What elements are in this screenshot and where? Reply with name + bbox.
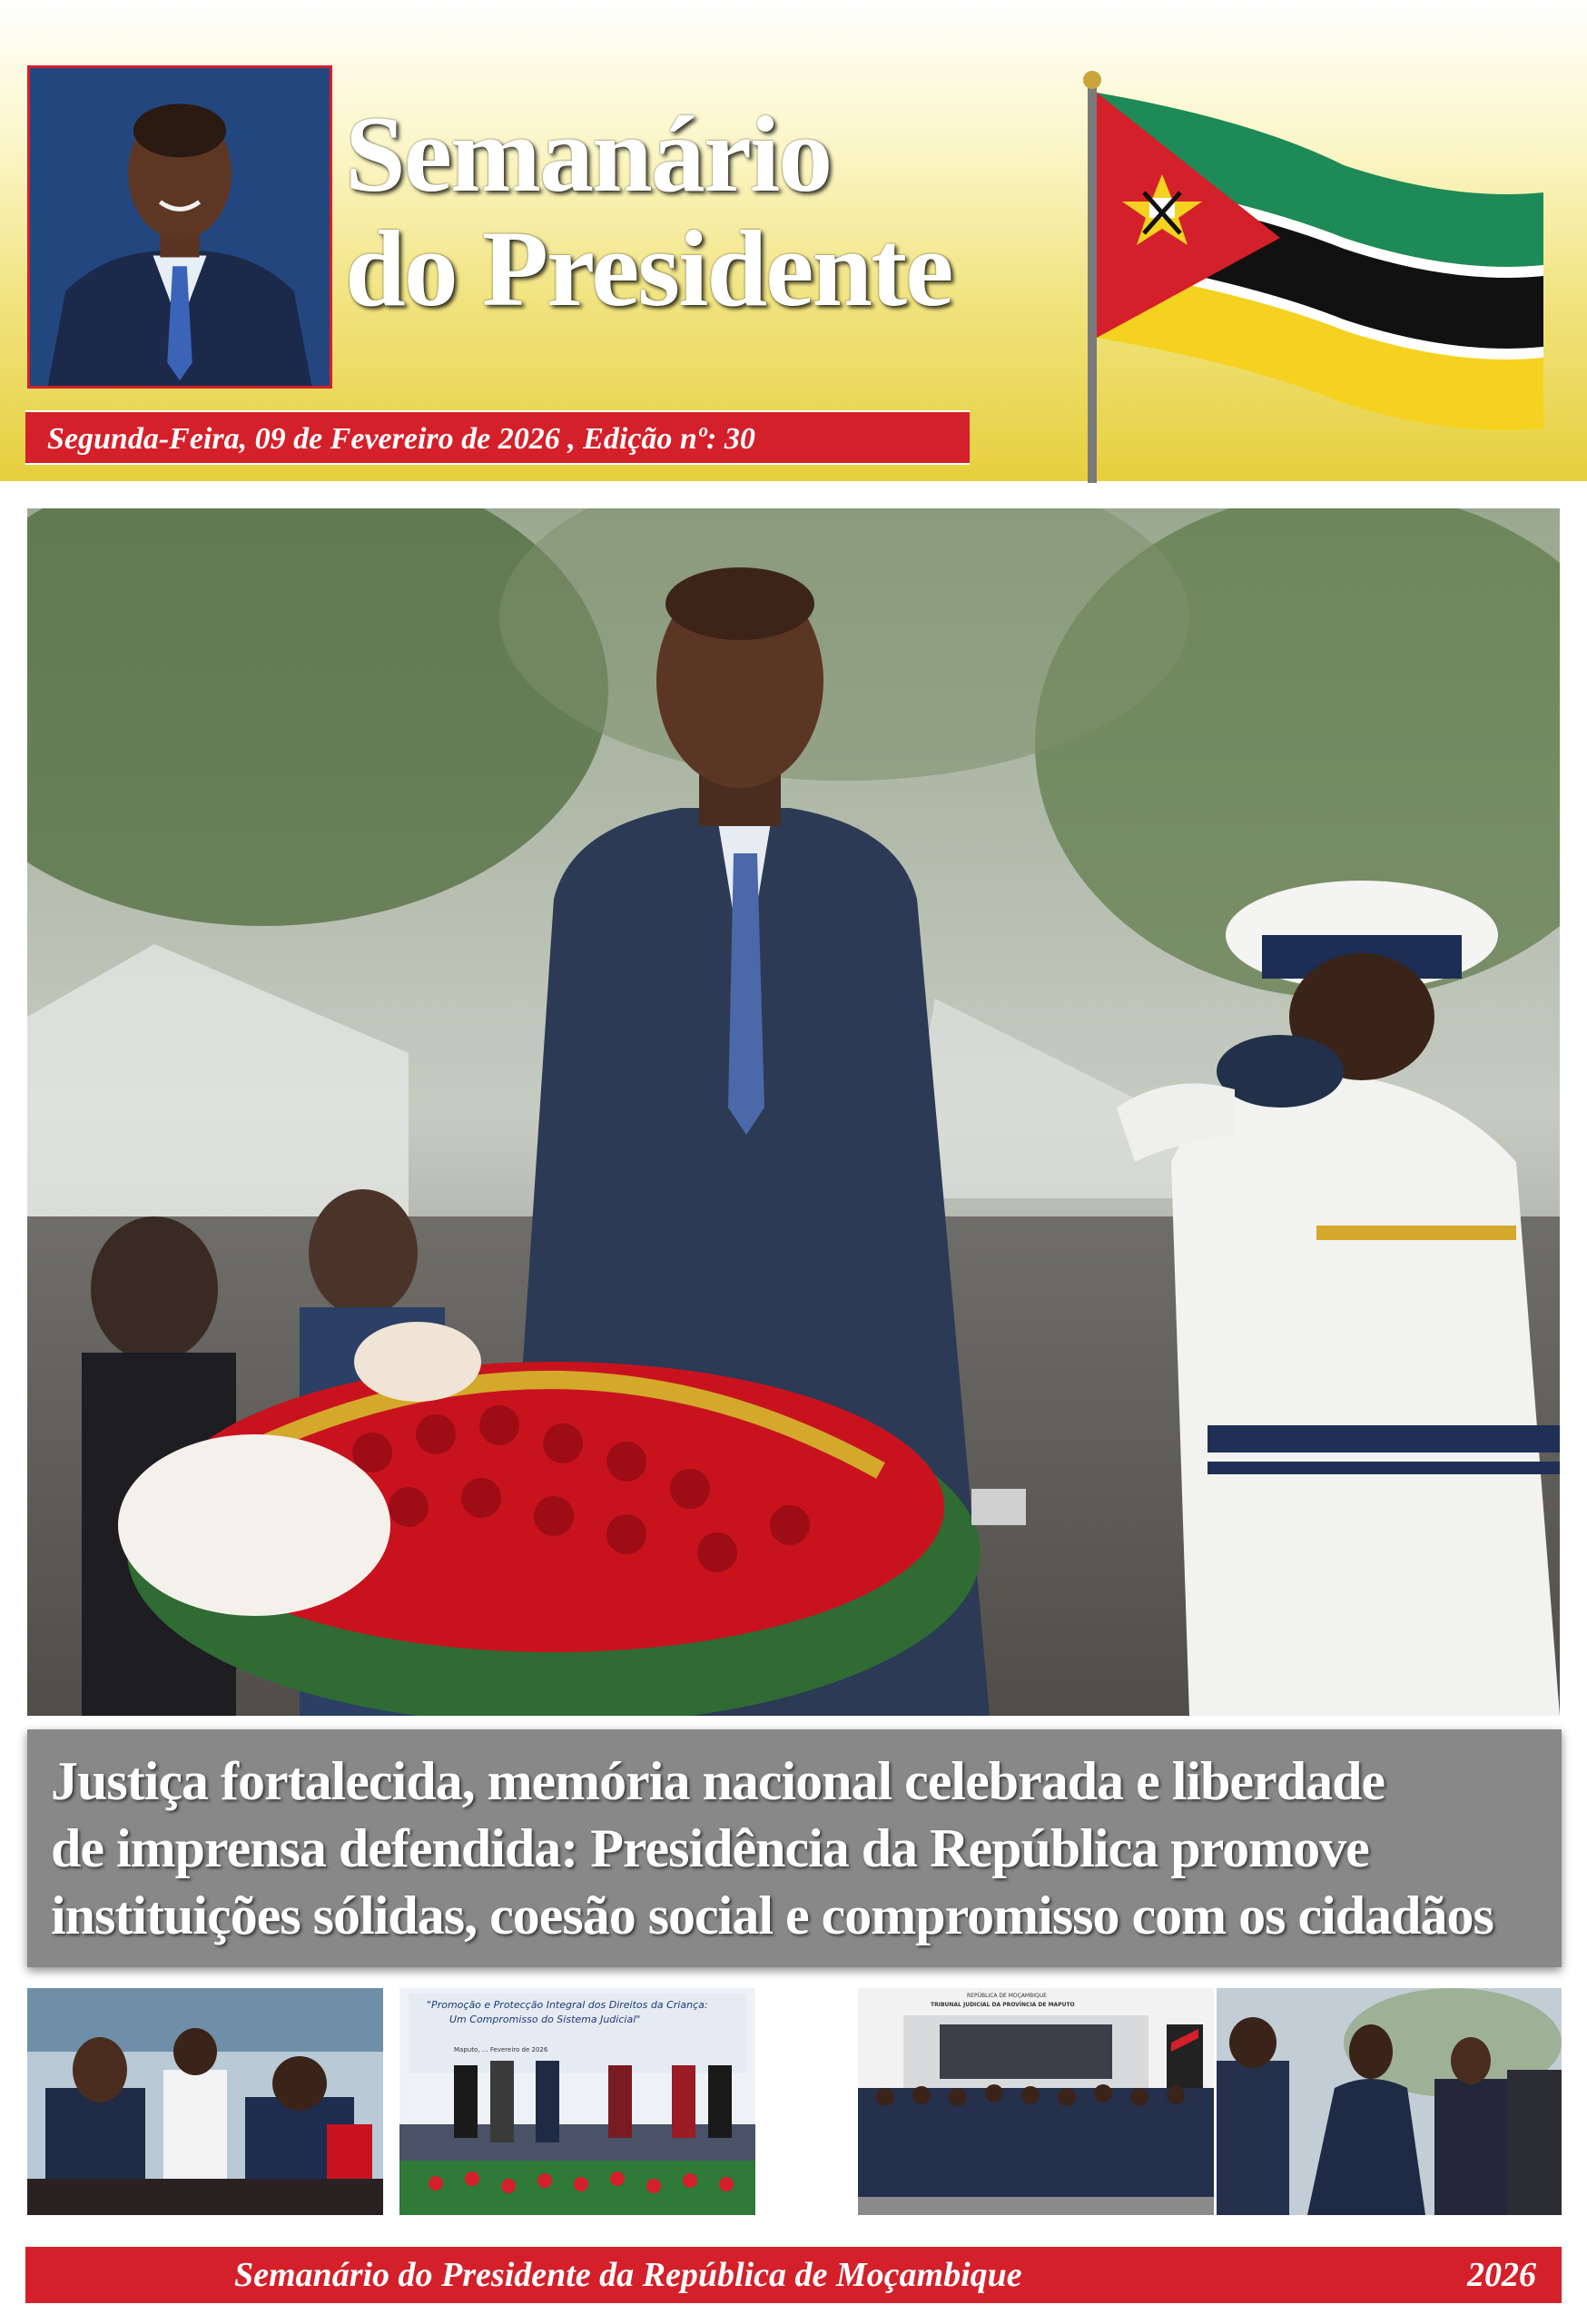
headline [51, 1748, 1538, 1949]
banner-place: Maputo, … Fevereiro de 2026 [454, 2046, 548, 2053]
headline-line3: instituições sólidas, coesão social e compromisso com os cidadãos [51, 1886, 1493, 1945]
footer-bar [25, 2247, 1562, 2303]
headline-line1: Justiça fortalecida, memória nacional celebrada e liberdade [51, 1751, 1385, 1811]
masthead-line2: do Presidente [345, 208, 952, 329]
thumbnail-court-building [858, 1988, 1214, 2215]
masthead-line1: Semanário [345, 94, 832, 214]
masthead-title [345, 94, 952, 329]
thumbnail-greeting [1217, 1988, 1562, 2215]
court-sign-line1: REPÚBLICA DE MOÇAMBIQUE [967, 1993, 1047, 1999]
court-sign-line2: TRIBUNAL JUDICIAL DA PROVÍNCIA DE MAPUTO [931, 2002, 1075, 2008]
headline-box [27, 1729, 1562, 1967]
president-portrait [27, 65, 332, 389]
edition-date-bar: Segunda-Feira, 09 de Fevereiro de 2026 , Edição nº: 30 [25, 410, 970, 465]
banner-text-line1: "Promoção e Protecção Integral dos Direitos da Criança: [427, 1999, 708, 2011]
thumbnail-celebration [27, 1988, 383, 2215]
headline-line2: de imprensa defendida: Presidência da República promove [51, 1818, 1369, 1878]
banner-text-line2: Um Compromisso do Sistema Judicial" [449, 2014, 641, 2025]
footer-publication: Semanário do Presidente da República de Moçambique [234, 2256, 1022, 2294]
thumbnail-strip [27, 1988, 1562, 2215]
mozambique-flag-icon [1071, 65, 1562, 483]
thumbnail-judicial-ceremony [399, 1988, 755, 2215]
footer-year: 2026 [1467, 2256, 1536, 2294]
hero-photo [27, 508, 1560, 1716]
